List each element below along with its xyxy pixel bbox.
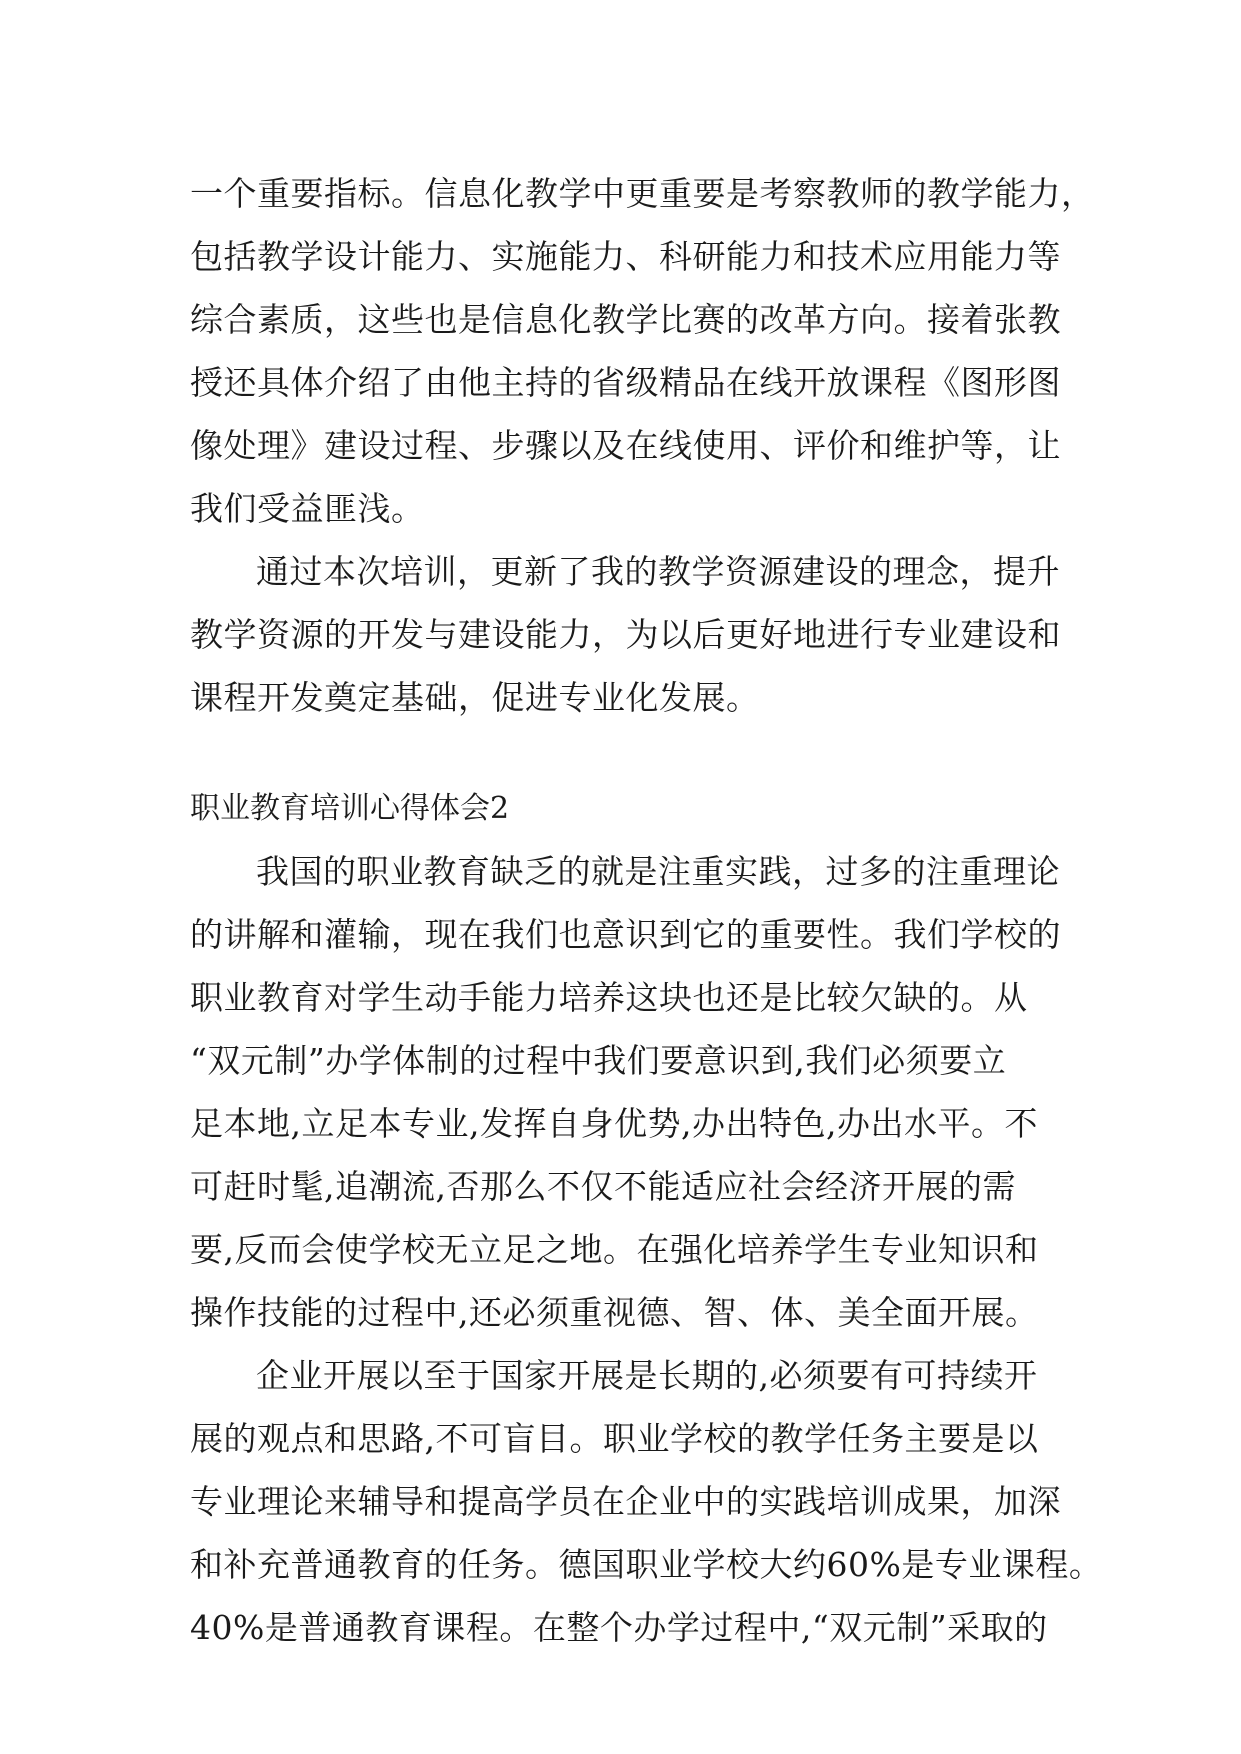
text-line: 专业理论来辅导和提高学员在企业中的实践培训成果，加深 bbox=[190, 1482, 1061, 1521]
text-line: 教学资源的开发与建设能力，为以后更好地进行专业建设和 bbox=[190, 615, 1061, 654]
text-line: “双元制”办学体制的过程中我们要意识到,我们必须要立 bbox=[190, 1041, 1007, 1080]
section-heading: 职业教育培训心得体会2 bbox=[190, 791, 510, 826]
text-line: 包括教学设计能力、实施能力、科研能力和技术应用能力等 bbox=[190, 237, 1061, 276]
text-line: 足本地,立足本专业,发挥自身优势,办出特色,办出水平。不 bbox=[190, 1104, 1038, 1143]
text-line: 一个重要指标。信息化教学中更重要是考察教师的教学能力， bbox=[190, 174, 1095, 213]
section-gap bbox=[190, 729, 1070, 777]
text-line: 授还具体介绍了由他主持的省级精品在线开放课程《图形图 bbox=[190, 363, 1061, 402]
text-line: 我们受益匪浅。 bbox=[190, 489, 425, 528]
text-line: 综合素质，这些也是信息化教学比赛的改革方向。接着张教 bbox=[190, 300, 1061, 339]
text-line: 要,反而会使学校无立足之地。在强化培养学生专业知识和 bbox=[190, 1230, 1039, 1269]
text-line: 企业开展以至于国家开展是长期的,必须要有可持续开 bbox=[256, 1356, 1038, 1395]
text-line: 的讲解和灌输，现在我们也意识到它的重要性。我们学校的 bbox=[190, 915, 1061, 954]
text-line: 通过本次培训，更新了我的教学资源建设的理念，提升 bbox=[256, 552, 1060, 591]
text-line: 展的观点和思路,不可盲目。职业学校的教学任务主要是以 bbox=[190, 1419, 1039, 1458]
text-line: 和补充普通教育的任务。德国职业学校大约60%是专业课程。 bbox=[190, 1545, 1103, 1584]
text-line: 职业教育对学生动手能力培养这块也还是比较欠缺的。从 bbox=[190, 978, 1028, 1017]
text-line: 课程开发奠定基础，促进专业化发展。 bbox=[190, 678, 760, 717]
paragraph-continued bbox=[190, 162, 1095, 540]
document-body bbox=[190, 162, 1103, 1659]
text-line: 像处理》建设过程、步骤以及在线使用、评价和维护等，让 bbox=[190, 426, 1061, 465]
text-line: 操作技能的过程中,还必须重视德、智、体、美全面开展。 bbox=[190, 1293, 1039, 1332]
text-line: 可赶时髦,追潮流,否那么不仅不能适应社会经济开展的需 bbox=[190, 1167, 1016, 1206]
paragraph-conclusion bbox=[190, 540, 1070, 729]
text-line: 我国的职业教育缺乏的就是注重实践，过多的注重理论 bbox=[256, 852, 1060, 891]
paragraph-sustainable bbox=[190, 1344, 1103, 1659]
text-line: 40%是普通教育课程。在整个办学过程中,“双元制”采取的 bbox=[190, 1608, 1048, 1647]
paragraph-dual-system bbox=[190, 840, 1070, 1344]
